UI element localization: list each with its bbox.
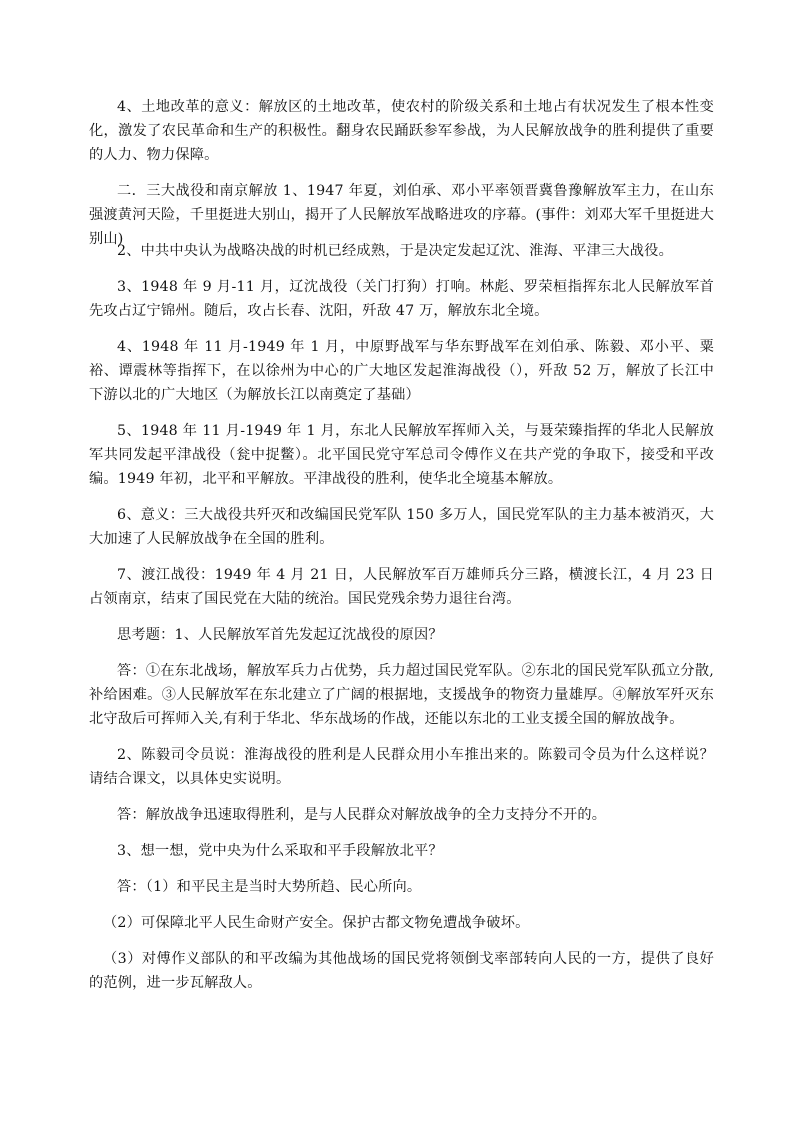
paragraph-answer-3-part-1: 答：（1）和平民主是当时大势所趋、民心所向。 [117, 879, 422, 895]
paragraph-liaoshen-campaign: 3、1948 年 9 月-11 月，辽沈战役（关门打狗）打响。林彪、罗荣桓指挥东北人民解放军首先攻占辽宁锦州。随后，攻占长春、沈阳，歼敌 47 万，解放东北全境。 [89, 279, 714, 319]
paragraph-answer-2: 答：解放战争迅速取得胜利，是与人民群众对解放战争的全力支持分不开的。 [117, 807, 607, 823]
paragraph-land-reform-significance: 4、土地改革的意义：解放区的土地改革，使农村的阶级关系和土地占有状况发生了根本性变化，激发了农民革命和生产的积极性。翻身农民踊跃参军参战，为人民解放战争的胜利提供了重要的人力、物力保障。 [89, 99, 714, 163]
paragraph-strategic-decision: 2、中共中央认为战略决战的时机已经成熟，于是决定发起辽沈、淮海、平津三大战役。 [117, 243, 673, 259]
paragraph-crossing-river-campaign: 7、渡江战役：1949 年 4 月 21 日，人民解放军百万雄师兵分三路，横渡长江，4 月 23 日占领南京，结束了国民党在大陆的统治。国民党残余势力退往台湾。 [89, 567, 714, 607]
paragraph-answer-3-part-3: （3）对傅作义部队的和平改编为其他战场的国民党将领倒戈率部转向人民的一方，提供了良好的范例，进一步瓦解敌人。 [89, 951, 714, 991]
paragraph-three-campaigns-intro: 二．三大战役和南京解放 1、1947 年夏，刘伯承、邓小平率领晋冀鲁豫解放军主力，在山东强渡黄河天险，千里挺进大别山，揭开了人民解放军战略进攻的序幕。(事件：刘邓大军千里挺进大别山) [89, 183, 714, 247]
paragraph-question-3: 3、想一想，党中央为什么采取和平手段解放北平？ [117, 843, 443, 859]
paragraph-pingjin-campaign: 5、1948 年 11 月-1949 年 1 月，东北人民解放军挥师入关，与聂荣臻指挥的华北人民解放军共同发起平津战役（瓮中捉鳖）。北平国民党守军总司令傅作义在共产党的争取下，接受和平改编。1949 年初，北平和平解放。平津战役的胜利，使华北全境基本解放。 [89, 423, 714, 487]
paragraph-answer-1: 答：①在东北战场，解放军兵力占优势，兵力超过国民党军队。②东北的国民党军队孤立分散,补给困难。③人民解放军在东北建立了广阔的根据地，支援战争的物资力量雄厚。④解放军歼灭东北守敌后可挥师入关,有利于华北、华东战场的作战，还能以东北的工业支援全国的解放战争。 [89, 663, 714, 727]
paragraph-campaigns-significance: 6、意义：三大战役共歼灭和改编国民党军队 150 多万人，国民党军队的主力基本被消灭，大大加速了人民解放战争在全国的胜利。 [89, 507, 714, 547]
paragraph-question-1: 思考题：1、人民解放军首先发起辽沈战役的原因？ [117, 627, 443, 643]
paragraph-answer-3-part-2: （2）可保障北平人民生命财产安全。保护古都文物免遭战争破坏。 [103, 915, 530, 931]
paragraph-question-2: 2、陈毅司令员说：淮海战役的胜利是人民群众用小车推出来的。陈毅司令员为什么这样说？请结合课文，以具体史实说明。 [89, 747, 714, 787]
paragraph-huaihai-campaign: 4、1948 年 11 月-1949 年 1 月，中原野战军与华东野战军在刘伯承、陈毅、邓小平、粟裕、谭震林等指挥下，在以徐州为中心的广大地区发起淮海战役（），歼敌 52 万，解放了长江中下游以北的广大地区（为解放长江以南奠定了基础） [89, 339, 714, 403]
